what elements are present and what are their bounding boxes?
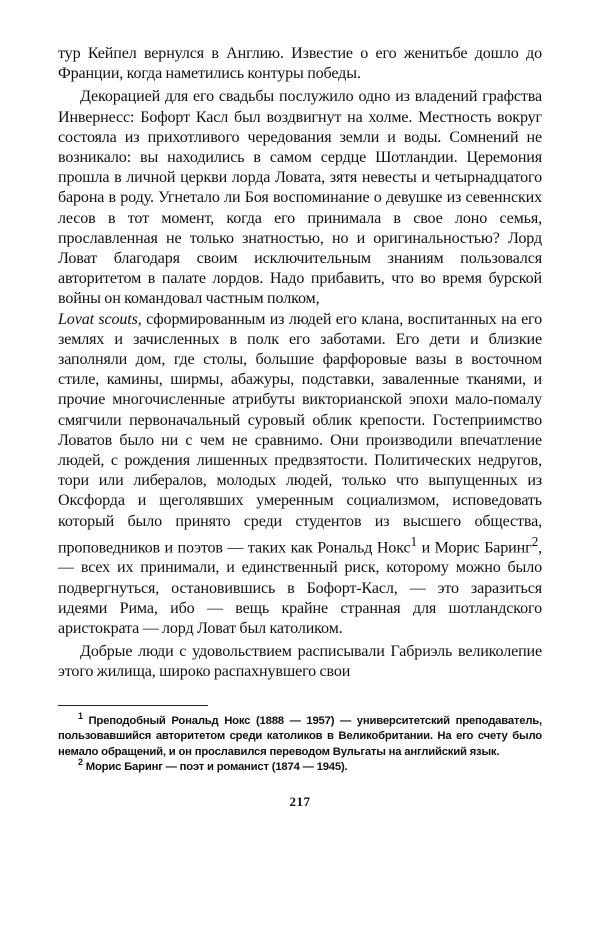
page-number: 217 — [289, 794, 311, 810]
paragraph-2-text-a: , сформированным из людей его клана, воспитанных на его землях и зачисленных в полк его заботами. Его дети и близкие заполняли дом, где столы, большие фарфоровые вазы в восточном стиле, камины, ширмы, абажуры, подставки, заваленные тканями, и прочие многочисленные атрибуты викторианской эпохи мало-помалу смягчили первоначальный суровый облик крепости. Гостеприимство Ловатов было ни с чем не сравнимо. Они производили впечатление людей, с рождения лишенных предвзятости. Политических недругов, тори или либералов, молодых людей, только что выпущенных из Оксфорда и щеголявших умеренным социализмом, исповедовать который было принято среди студентов из высшего общества, проповедников и поэтов — таких как Рональд Нокс — [58, 310, 543, 557]
paragraph-2: Декорацией для его свадьбы послужило одно из владений графства Инвернесс: Бофорт Касл был воздвигнут на холме. Местность вокруг состояла из прихотливого чередования земли и воды. Сомнений не возникало: вы находились в самом сердце Шотландии. Церемония прошла в личной церкви лорда Ловата, зятя невесты и четырнадцатого барона в роду. Угнетало ли Боя воспоминание о девушке из севеннских лесов в тот момент, когда его принимала в свое лоно семья, прославленная не только знатностью, но и оригинальностью? Лорд Ловат благодаря своим исключительным знаниям пользовался авторитетом в палате лордов. Надо прибавить, что во время бурской войны он командовал частным полком, — [58, 88, 542, 308]
footnote-2 — [58, 757, 542, 776]
book-page — [58, 44, 542, 810]
paragraph-3: Добрые люди с удовольствием расписывали Габриэль великолепие этого жилища, широко распахнувшего свои — [58, 643, 542, 681]
footnote-marker-2: 2 — [78, 757, 83, 768]
footnote-text-1: Преподобный Рональд Нокс (1888 — 1957) — университетский преподаватель, пользовавшийся авторитетом среди католиков в Великобритании. На его счету было немало обращений, и он прославился переводом Вульгаты на английский язык. — [58, 714, 542, 758]
italic-phrase: Lovat scouts — [58, 310, 138, 328]
paragraph-2-text-b: и Морис Баринг — [417, 539, 532, 557]
footnote-marker-1: 1 — [78, 710, 83, 721]
paragraph-2-text-c: , — всех их принимали, и единственный риск, которому можно было подвергнуться, остановившись в Бофорт-Касл, — это заразиться идеями Рима, ибо — вещь крайне странная для шотландского аристократа — лорд Ловат был католиком. — [58, 539, 542, 638]
main-text — [58, 44, 542, 683]
footnote-1 — [58, 710, 542, 761]
paragraph-1: тур Кейпел вернулся в Англию. Известие о его женитьбе дошло до Франции, когда наметились контуры победы. — [58, 45, 542, 83]
footnote-ref-1: 1 — [410, 533, 418, 549]
footnote-ref-2: 2 — [531, 533, 539, 549]
paragraph-2-continued — [58, 310, 542, 640]
footnote-text-2: Морис Баринг — поэт и романист (1874 — 1945). — [82, 761, 348, 774]
footnotes — [58, 710, 542, 776]
footnote-divider — [58, 705, 208, 706]
